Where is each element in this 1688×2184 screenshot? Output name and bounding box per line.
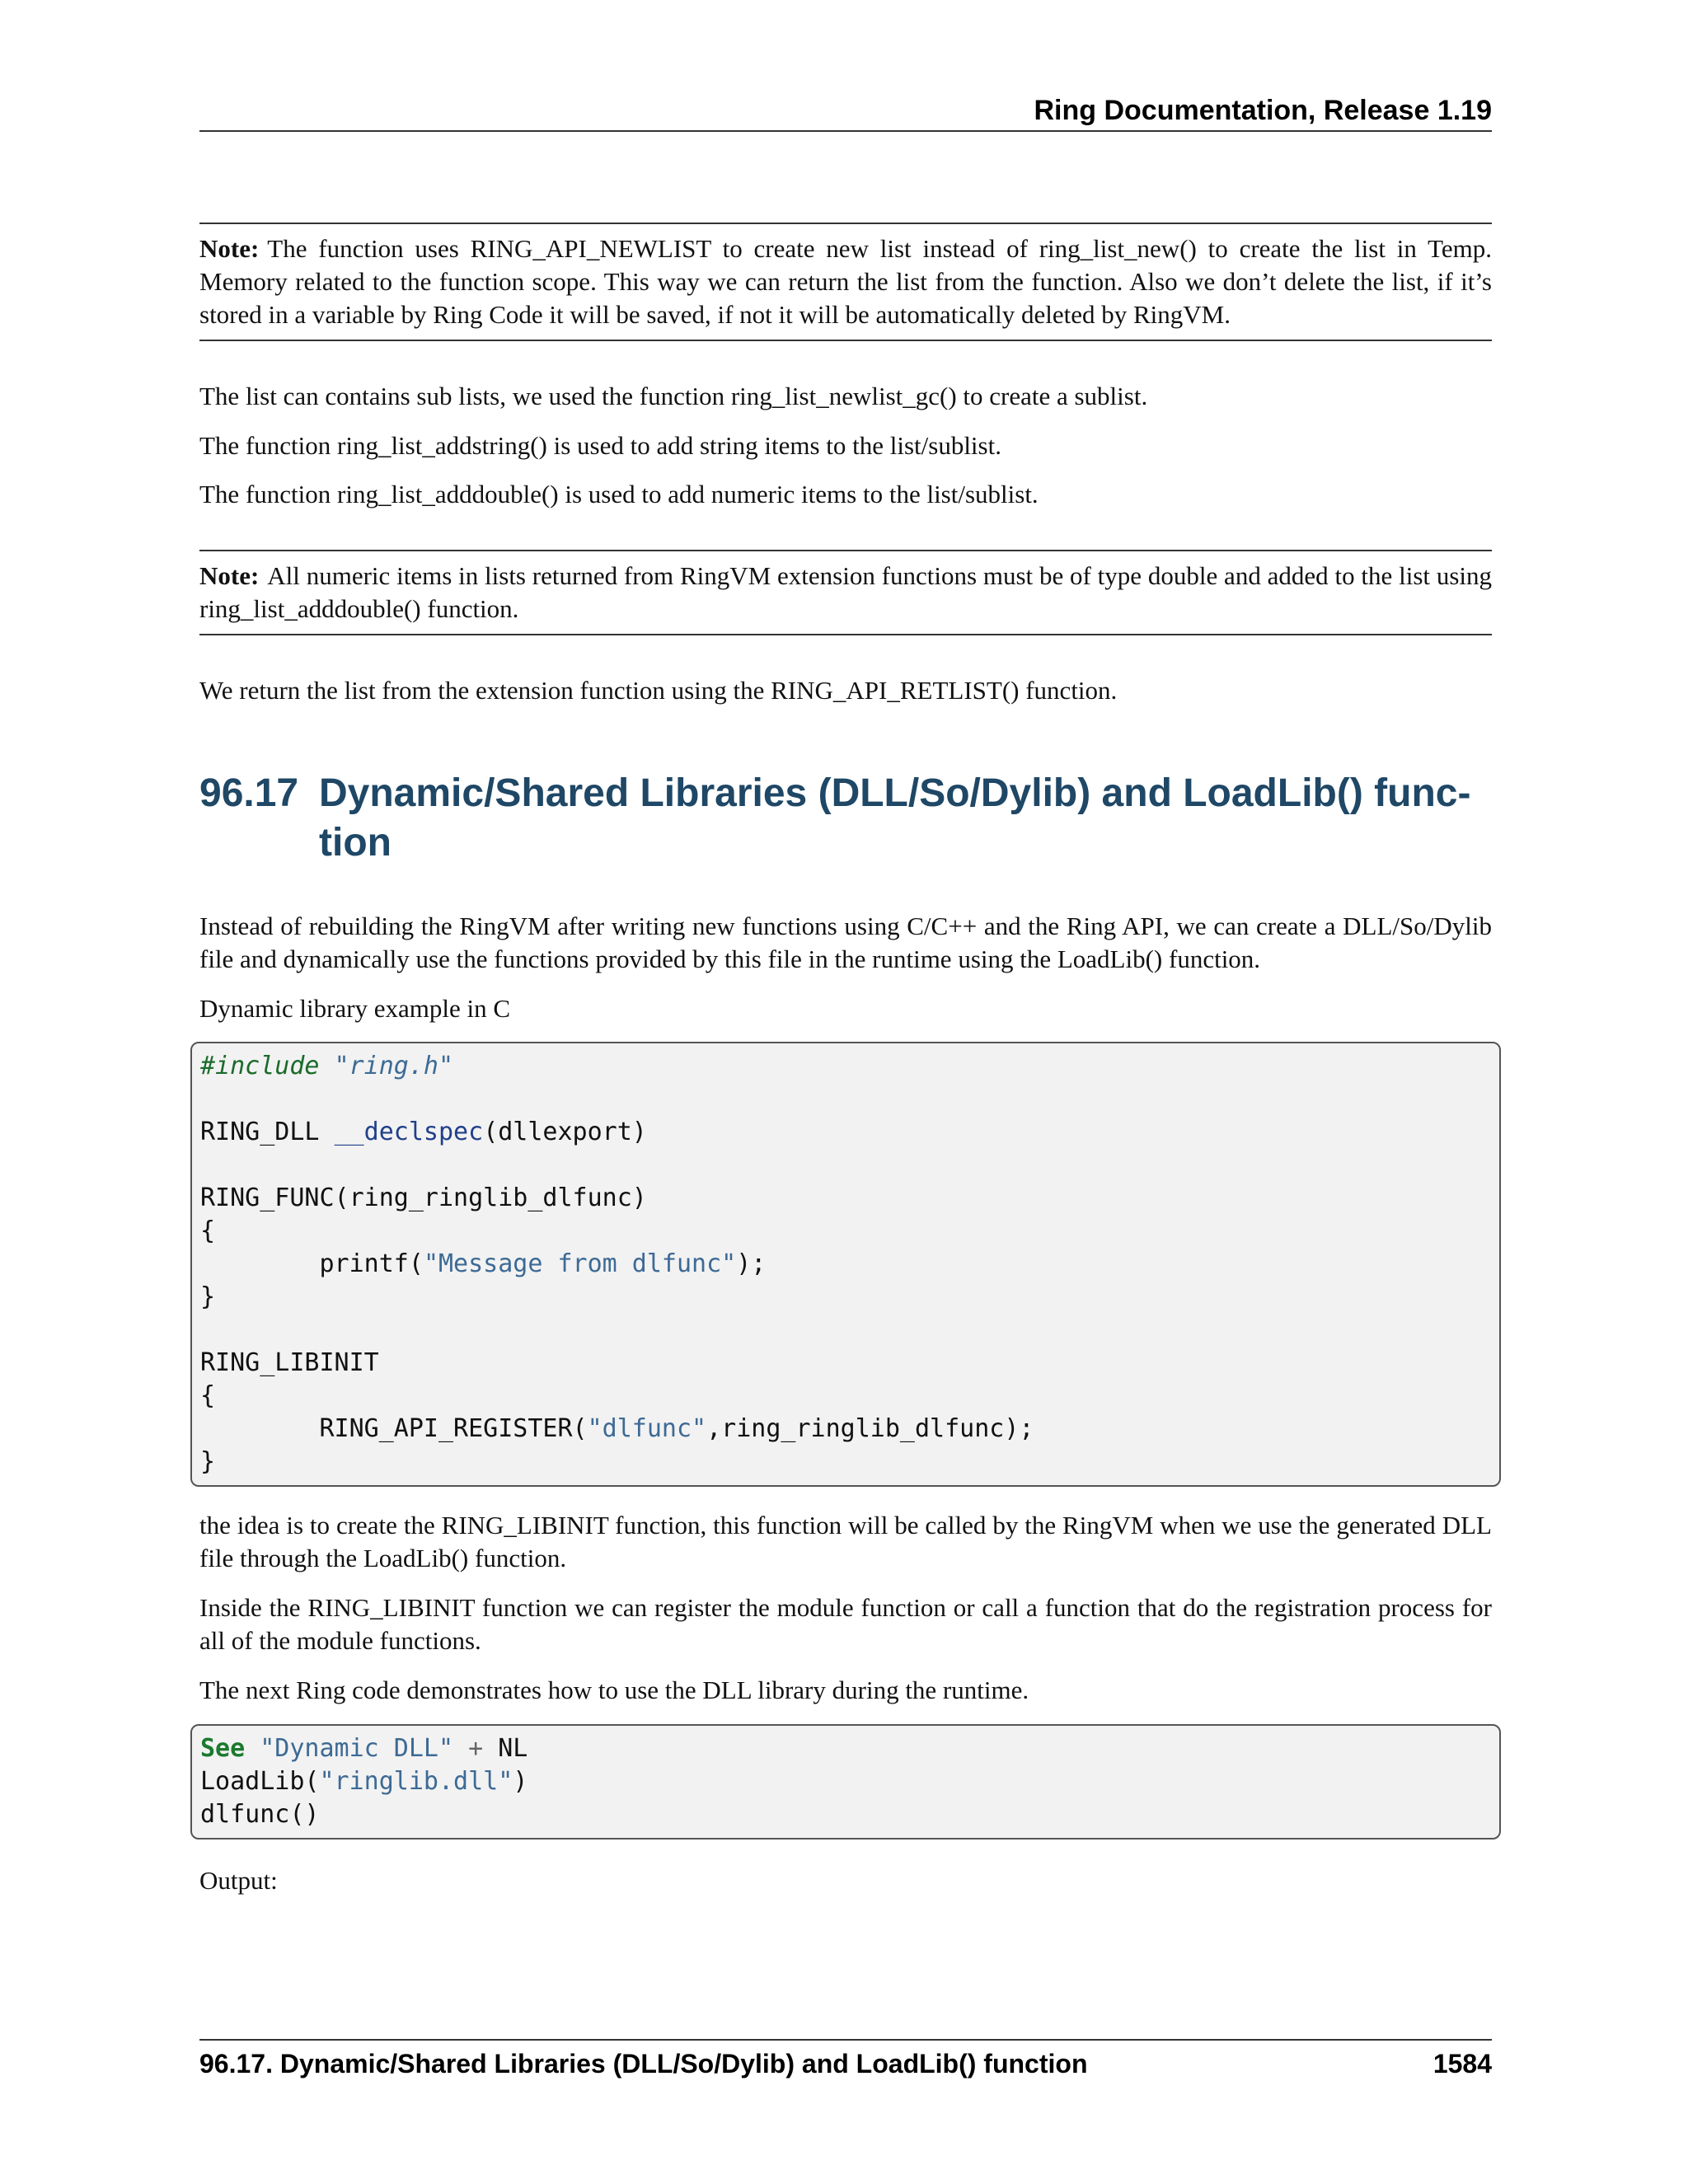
code-text: (dllexport)	[483, 1118, 647, 1146]
code-line: }	[200, 1447, 216, 1476]
paragraph-sublists: The list can contains sub lists, we used the function ring_list_newlist_gc() to create a sublist.	[199, 382, 1148, 410]
code-line-empty	[200, 1314, 1491, 1347]
code-text: printf(	[200, 1249, 424, 1278]
code-line-empty	[200, 1083, 1491, 1116]
running-header: Ring Documentation, Release 1.19	[1034, 95, 1492, 126]
code-string: "ringlib.dll"	[319, 1767, 513, 1796]
paragraph-next-code: The next Ring code demonstrates how to use the DLL library during the runtime.	[199, 1675, 1029, 1704]
code-block-ring	[190, 1724, 1501, 1840]
code-line	[200, 1116, 1491, 1149]
paragraph-retlist: We return the list from the extension function using the RING_API_RETLIST() function.	[199, 676, 1118, 705]
paragraph-libinit-idea: the idea is to create the RING_LIBINIT function, this function will be called by the RingVM when we use the generated DLL file through the LoadLib() function.	[199, 1511, 1492, 1572]
code-line: {	[200, 1216, 216, 1245]
note-box-2	[199, 550, 1492, 635]
code-line: }	[200, 1282, 216, 1311]
code-text: RING_API_REGISTER(	[200, 1414, 588, 1443]
code-keyword: __declspec	[334, 1118, 484, 1146]
code-line	[200, 1050, 1491, 1083]
paragraph-output-label: Output:	[199, 1866, 278, 1895]
paragraph-example-caption: Dynamic library example in C	[199, 994, 511, 1023]
paragraph-libinit-register: Inside the RING_LIBINIT function we can register the module function or call a function that do the registration process for all of the module functions.	[199, 1593, 1492, 1655]
paragraph-addstring: The function ring_list_addstring() is used to add string items to the list/sublist.	[199, 431, 1001, 460]
note-text: All numeric items in lists returned from RingVM extension functions must be of type double and added to the list using ring_list_adddouble() function.	[199, 561, 1492, 623]
footer-divider	[199, 2039, 1492, 2041]
code-string: "ring.h"	[334, 1052, 454, 1080]
code-text: LoadLib(	[200, 1767, 320, 1796]
section-heading	[199, 769, 1492, 868]
note-text: The function uses RING_API_NEWLIST to create new list instead of ring_list_new() to create the list in Temp. Memory related to the function scope. This way we can return the list from the function. Also we don’t delete the list, if it’s stored in a variable by Ring Code it will be saved, if not it will be automatically deleted by RingVM.	[199, 234, 1492, 329]
footer-section-title: 96.17. Dynamic/Shared Libraries (DLL/So/Dylib) and LoadLib() function	[199, 2049, 1088, 2079]
code-line	[200, 1732, 1491, 1765]
code-line	[200, 1413, 1491, 1446]
code-text: );	[736, 1249, 767, 1278]
code-text: RING_DLL	[200, 1118, 335, 1146]
running-footer	[199, 2046, 1492, 2081]
paragraph-adddouble: The function ring_list_adddouble() is used to add numeric items to the list/sublist.	[199, 480, 1039, 509]
code-line: dlfunc()	[200, 1800, 320, 1829]
code-string: "Message from dlfunc"	[423, 1249, 737, 1278]
code-line-empty	[200, 1149, 1491, 1182]
code-text: NL	[498, 1734, 528, 1763]
note-label: Note:	[199, 561, 260, 590]
code-line: RING_FUNC(ring_ringlib_dlfunc)	[200, 1183, 647, 1212]
note-box-1	[199, 223, 1492, 341]
code-block-c	[190, 1042, 1501, 1487]
code-line: RING_LIBINIT	[200, 1348, 379, 1377]
note-label: Note:	[199, 234, 260, 263]
code-string: "dlfunc"	[587, 1414, 707, 1443]
code-preprocessor: #include	[200, 1052, 320, 1080]
code-text: ,ring_ringlib_dlfunc);	[706, 1414, 1034, 1443]
code-string: "Dynamic DLL"	[260, 1734, 454, 1763]
section-number: 96.17	[199, 771, 299, 815]
code-operator: +	[468, 1734, 484, 1763]
section-title: Dynamic/Shared Libraries (DLL/So/Dylib) and LoadLib() func- tion	[319, 771, 1471, 865]
code-text: )	[513, 1767, 528, 1796]
code-line	[200, 1248, 1491, 1281]
code-keyword: See	[200, 1734, 246, 1763]
page-number: 1584	[1432, 2049, 1492, 2079]
code-line	[200, 1765, 1491, 1798]
header-divider	[199, 130, 1492, 132]
code-line: {	[200, 1381, 216, 1410]
paragraph-intro: Instead of rebuilding the RingVM after writing new functions using C/C++ and the Ring API, we can create a DLL/So/Dylib file and dynamically use the functions provided by this file in the runtime using the LoadLib() function.	[199, 912, 1492, 973]
